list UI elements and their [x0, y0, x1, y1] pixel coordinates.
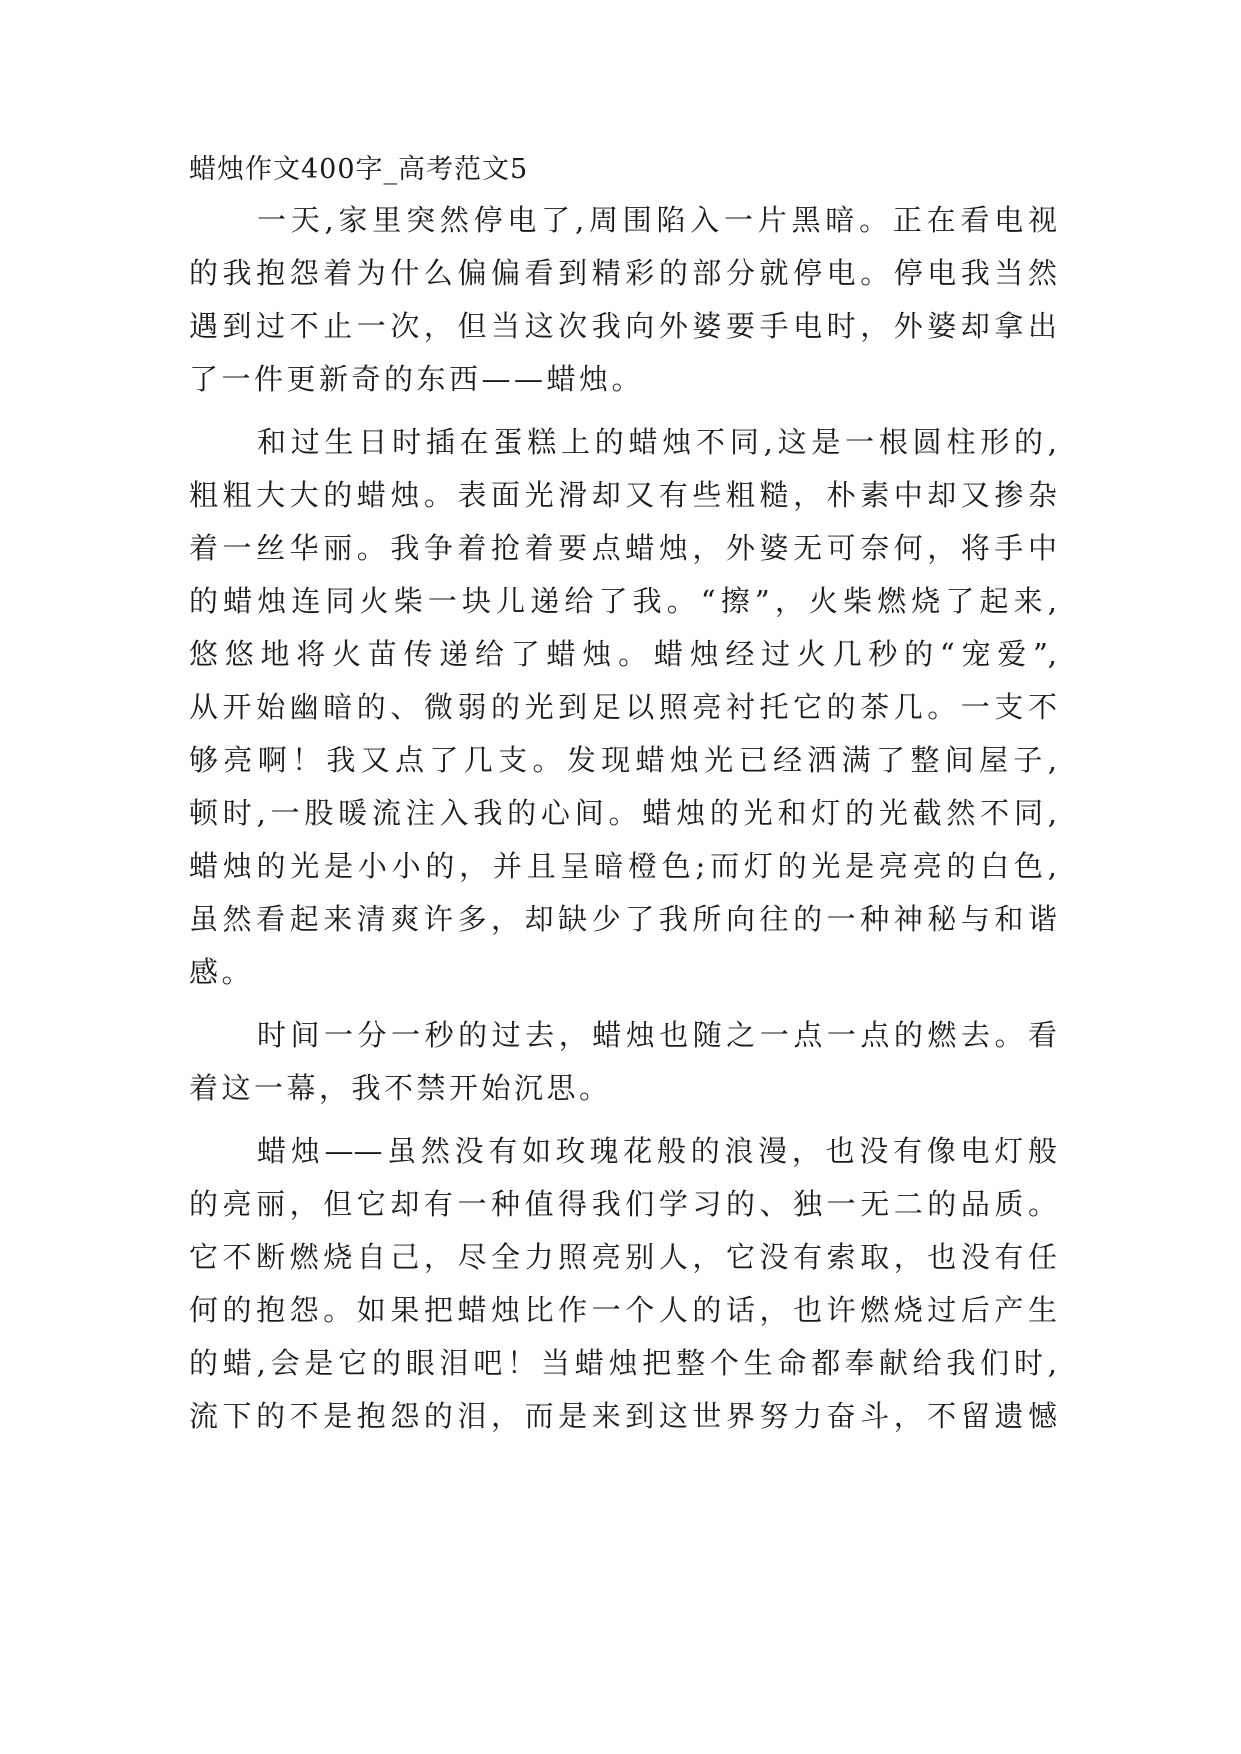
- text-line: 的亮丽，但它却有一种值得我们学习的、独一无二的品质。: [189, 1187, 1057, 1221]
- text-line: 一天,家里突然停电了,周围陷入一片黑暗。正在看电视: [257, 203, 1057, 237]
- text-line: 蜡烛——虽然没有如玫瑰花般的浪漫，也没有像电灯般: [257, 1134, 1057, 1168]
- text-line: 它不断燃烧自己，尽全力照亮别人，它没有索取，也没有任: [189, 1240, 1057, 1274]
- text-line: 的蜡,会是它的眼泪吧！当蜡烛把整个生命都奉献给我们时,: [189, 1346, 1057, 1380]
- text-line: 蜡烛的光是小小的，并且呈暗橙色;而灯的光是亮亮的白色,: [189, 849, 1057, 883]
- text-line: 感。: [189, 955, 255, 989]
- text-line: 粗粗大大的蜡烛。表面光滑却又有些粗糙，朴素中却又掺杂: [189, 478, 1057, 512]
- text-line: 和过生日时插在蛋糕上的蜡烛不同,这是一根圆柱形的,: [257, 425, 1057, 459]
- text-line: 的蜡烛连同火柴一块儿递给了我。“擦”，火柴燃烧了起来,: [189, 584, 1057, 618]
- document-title: 蜡烛作文400字_高考范文5: [189, 154, 529, 185]
- text-line: 的我抱怨着为什么偏偏看到精彩的部分就停电。停电我当然: [189, 256, 1057, 290]
- text-line: 够亮啊！我又点了几支。发现蜡烛光已经洒满了整间屋子,: [189, 743, 1057, 777]
- text-line: 虽然看起来清爽许多，却缺少了我所向往的一种神秘与和谐: [189, 902, 1057, 936]
- text-line: 从开始幽暗的、微弱的光到足以照亮衬托它的茶几。一支不: [189, 690, 1057, 724]
- text-line: 顿时,一股暖流注入我的心间。蜡烛的光和灯的光截然不同,: [189, 796, 1057, 830]
- text-line: 悠悠地将火苗传递给了蜡烛。蜡烛经过火几秒的“宠爱”,: [189, 637, 1057, 671]
- text-line: 遇到过不止一次，但当这次我向外婆要手电时，外婆却拿出: [189, 309, 1057, 343]
- text-line: 着这一幕，我不禁开始沉思。: [189, 1071, 612, 1105]
- text-line: 着一丝华丽。我争着抢着要点蜡烛，外婆无可奈何，将手中: [189, 531, 1057, 565]
- text-line: 何的抱怨。如果把蜡烛比作一个人的话，也许燃烧过后产生: [189, 1293, 1057, 1327]
- text-line: 流下的不是抱怨的泪，而是来到这世界努力奋斗，不留遗憾: [189, 1399, 1057, 1433]
- text-line: 了一件更新奇的东西——蜡烛。: [189, 362, 645, 396]
- text-line: 时间一分一秒的过去，蜡烛也随之一点一点的燃去。看: [257, 1018, 1057, 1052]
